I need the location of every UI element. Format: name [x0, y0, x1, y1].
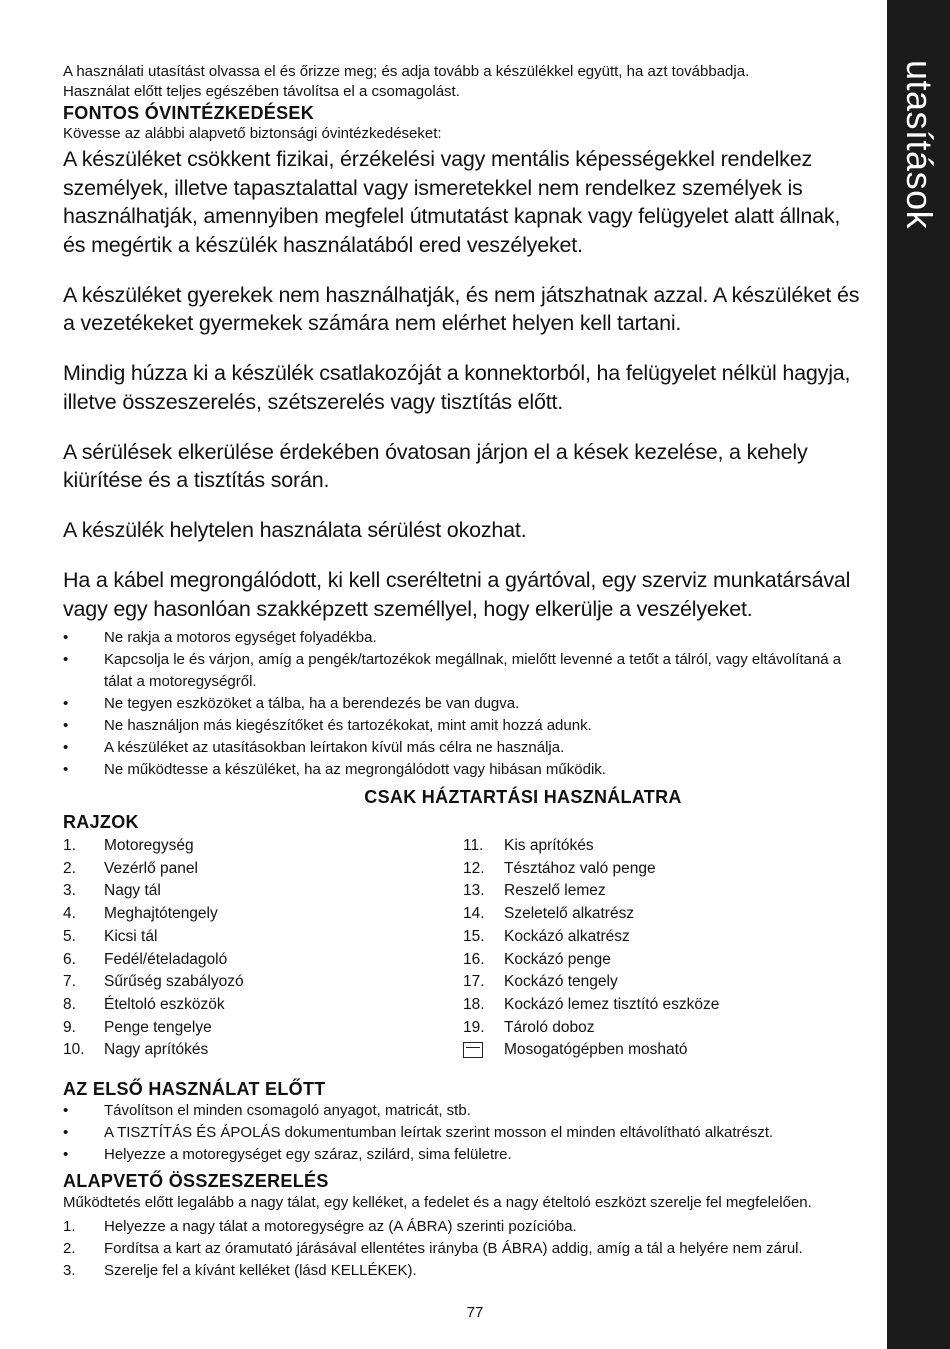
safety-paragraph: Mindig húzza ki a készülék csatlakozóját a konnektorból, ha felügyelet nélkül hagyja, illetve összeszerelés, szétszerelés vagy tisztítás előtt. [63, 361, 851, 414]
parts-column-right [463, 835, 863, 1066]
safety-paragraph: A készüléket gyerekek nem használhatják, és nem játszhatnak azzal. A készüléket és a vezetékeket gyermekek számára nem elérhet helyen kell tartani. [63, 282, 860, 335]
safety-bullet-list [63, 627, 863, 781]
safety-heading: FONTOS ÓVINTÉZKEDÉSEK [63, 103, 314, 123]
list-item: 3. Szerelje fel a kívánt kelléket (lásd KELLÉKEK). [63, 1262, 417, 1280]
list-item: 12. Tésztához való penge [463, 859, 656, 877]
first-use-list [63, 1100, 863, 1166]
page-number: 77 [466, 1304, 484, 1321]
parts-column-left [63, 835, 463, 1066]
list-item: 7. Sűrűség szabályozó [63, 973, 244, 991]
list-item: 5. Kicsi tál [63, 927, 158, 945]
list-item: 17. Kockázó tengely [463, 973, 618, 991]
assembly-heading: ALAPVETŐ ÖSSZESZERELÉS [63, 1171, 329, 1192]
list-item: • Ne tegyen eszközöket a tálba, ha a berendezés be van dugva. [63, 695, 520, 712]
assembly-intro: Működtetés előtt legalább a nagy tálat, egy kelléket, a fedelet és a nagy ételtoló eszközt szerelje fel megfelelően. [63, 1194, 812, 1212]
household-use-title: CSAK HÁZTARTÁSI HASZNÁLATRA [364, 787, 682, 807]
safety-paragraph: Ha a kábel megrongálódott, ki kell cseréltetni a gyártóval, egy szerviz munkatársával vagy egy hasonlóan szakképzett személlyel, hogy elkerülje a veszélyeket. [63, 568, 851, 621]
intro-line-2: Használat előtt teljes egészében távolítsa el a csomagolást. [63, 83, 460, 100]
dishwasher-safe-note: Mosogatógépben mosható [463, 1039, 863, 1066]
intro-line-1: A használati utasítást olvassa el és őrizze meg; és adja tovább a készülékkel együtt, ha azt továbbadja. [63, 63, 750, 80]
list-item: 19. Tároló doboz [463, 1018, 595, 1036]
safety-paragraph: A készülék helytelen használata sérülést okozhat. [63, 518, 527, 542]
list-item: • A készüléket az utasításokban leírtakon kívül más célra ne használja. [63, 739, 565, 756]
list-item: 13. Reszelő lemez [463, 882, 606, 900]
list-item: 10. Nagy aprítókés [63, 1041, 209, 1059]
list-item: 1. Motoregység [63, 837, 194, 854]
list-item: • Távolítson el minden csomagoló anyagot, matricát, stb. [63, 1102, 471, 1120]
list-item: 11. Kis aprítókés [463, 837, 594, 854]
first-use-heading: AZ ELSŐ HASZNÁLAT ELŐTT [63, 1079, 326, 1100]
list-item: • A TISZTÍTÁS ÉS ÁPOLÁS dokumentumban leírtak szerint mosson el minden eltávolítható alkatrészt. [63, 1124, 774, 1142]
list-item: 4. Meghajtótengely [63, 905, 218, 923]
list-item: 8. Ételtoló eszközök [63, 995, 225, 1013]
list-item: 6. Fedél/ételadagoló [63, 950, 228, 968]
safety-paragraph: A készüléket csökkent fizikai, érzékelési vagy mentális képességekkel rendelkez személyek, illetve tapasztalattal vagy ismeretekkel nem rendelkez személyek is használhatják, amennyiben megfelel útmutatást kapnak vagy felügyelet alatt állnak, és megértik a készülék használatából ered veszélyeket. [63, 147, 841, 257]
list-item: 15. Kockázó alkatrész [463, 927, 630, 945]
assembly-steps [63, 1216, 863, 1282]
page-content [63, 62, 863, 1282]
list-item: 18. Kockázó lemez tisztító eszköze [463, 995, 720, 1013]
list-item: 2. Fordítsa a kart az óramutató járásával ellentétes irányba (B ÁBRA) addig, amíg a tál a helyére nem zárul. [63, 1240, 803, 1258]
intro-text [63, 62, 863, 102]
list-item: 1. Helyezze a nagy tálat a motoregységre az (A ÁBRA) szerinti pozícióba. [63, 1218, 577, 1236]
drawings-heading: RAJZOK [63, 812, 139, 832]
list-item: 3. Nagy tál [63, 882, 161, 900]
dishwasher-icon [463, 1042, 483, 1058]
list-item: • Ne rakja a motoros egységet folyadékba. [63, 629, 377, 646]
parts-list [63, 835, 863, 1066]
list-item: • Kapcsolja le és várjon, amíg a pengék/tartozékok megállnak, mielőtt levenné a tetőt a tálról, vagy eltávolítaná a tálat a motoregységről. [63, 651, 842, 690]
safety-subheading: Kövesse az alábbi alapvető biztonsági óvintézkedéseket: [63, 125, 442, 142]
safety-paragraph: A sérülések elkerülése érdekében óvatosan járjon el a kések kezelése, a kehely kiürítése és a tisztítás során. [63, 439, 808, 492]
list-item: • Ne használjon más kiegészítőket és tartozékokat, mint amit hozzá adunk. [63, 717, 592, 734]
sidebar-title: utasítások [899, 60, 940, 230]
list-item: 14. Szeletelő alkatrész [463, 905, 635, 923]
sidebar-tab [887, 0, 950, 1349]
list-item: • Ne működtesse a készüléket, ha az megrongálódott vagy hibásan működik. [63, 761, 606, 778]
list-item: 9. Penge tengelye [63, 1018, 212, 1036]
list-item: 2. Vezérlő panel [63, 859, 198, 877]
list-item: 16. Kockázó penge [463, 950, 611, 968]
list-item: • Helyezze a motoregységet egy száraz, szilárd, sima felületre. [63, 1146, 512, 1164]
safety-paragraphs [63, 145, 863, 623]
